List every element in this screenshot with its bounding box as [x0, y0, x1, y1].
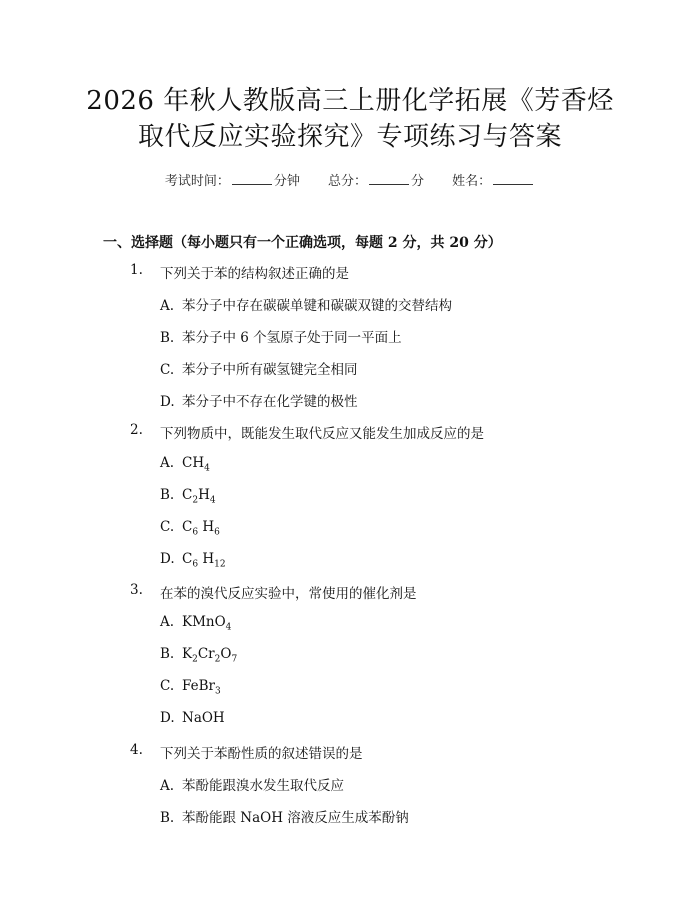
- option-text: 苯酚能跟 NaOH 溶液反应生成苯酚钠: [182, 810, 409, 826]
- option-text: 苯分子中存在碳碳单键和碳碳双键的交替结构: [182, 298, 452, 314]
- formula-part: C: [182, 519, 193, 535]
- exam-time: [165, 170, 300, 189]
- score-blank[interactable]: [369, 172, 409, 185]
- question-number: 3.: [130, 582, 143, 598]
- formula-part: K: [182, 646, 193, 662]
- option-letter: D.: [160, 551, 175, 567]
- question-text: 下列物质中，既能发生取代反应又能发生加成反应的是: [160, 426, 484, 442]
- formula-subscript: 4: [225, 622, 232, 633]
- score-unit: 分: [411, 174, 425, 189]
- question-number: 2.: [130, 422, 143, 438]
- time-blank[interactable]: [232, 172, 272, 185]
- formula-subscript: 3: [215, 686, 221, 697]
- option-text: 苯酚能跟溴水发生取代反应: [182, 778, 344, 794]
- exam-name: [452, 170, 535, 189]
- formula-subscript: 2: [214, 654, 221, 665]
- question-text: 在苯的溴代反应实验中，常使用的催化剂是: [160, 586, 417, 602]
- option-letter: B.: [160, 487, 175, 503]
- formula-part: H: [198, 519, 215, 535]
- formula-subscript: 7: [231, 654, 238, 665]
- option-2c[interactable]: [160, 519, 220, 538]
- option-text: 苯分子中所有碳氢键完全相同: [182, 362, 358, 378]
- formula-part: O: [220, 646, 232, 662]
- formula-part: C: [182, 551, 193, 567]
- question-text: 下列关于苯的结构叙述正确的是: [160, 266, 349, 282]
- option-letter: A.: [160, 614, 175, 630]
- name-label: 姓名：: [452, 174, 492, 189]
- exam-meta: [0, 170, 700, 189]
- option-letter: A.: [160, 455, 175, 471]
- option-3a[interactable]: [160, 614, 231, 633]
- option-2d[interactable]: [160, 551, 226, 570]
- option-1d[interactable]: [160, 390, 358, 410]
- formula-part: NaOH: [182, 710, 225, 726]
- formula-part: H: [198, 551, 215, 567]
- time-unit: 分钟: [273, 174, 300, 189]
- formula-subscript: 2: [192, 654, 198, 665]
- formula-part: FeBr: [182, 678, 215, 694]
- option-1a[interactable]: [160, 294, 452, 314]
- score-label: 总分：: [327, 174, 367, 189]
- option-text: 苯分子中不存在化学键的极性: [182, 394, 358, 410]
- formula-subscript: 12: [214, 559, 226, 570]
- option-letter: A.: [160, 298, 175, 314]
- name-blank[interactable]: [493, 172, 533, 185]
- title-line-2: 取代反应实验探究》专项练习与答案: [137, 122, 562, 152]
- formula-subscript: 2: [192, 495, 199, 506]
- option-letter: B.: [160, 810, 175, 826]
- option-letter: D.: [160, 394, 175, 410]
- formula-subscript: 6: [214, 527, 220, 538]
- option-letter: B.: [160, 330, 175, 346]
- formula-part: CH: [182, 455, 205, 471]
- formula-subscript: 6: [192, 527, 199, 538]
- option-1c[interactable]: [160, 358, 358, 378]
- formula-part: C: [182, 487, 193, 503]
- formula-part: H: [198, 487, 210, 503]
- option-letter: A.: [160, 778, 175, 794]
- option-letter: C.: [160, 519, 175, 535]
- option-4a[interactable]: [160, 774, 344, 794]
- question-number: 1.: [130, 262, 143, 278]
- time-label: 考试时间：: [164, 174, 230, 189]
- option-letter: C.: [160, 678, 175, 694]
- question-number: 4.: [130, 742, 143, 758]
- option-4b[interactable]: [160, 806, 409, 826]
- option-letter: B.: [160, 646, 175, 662]
- question-text: 下列关于苯酚性质的叙述错误的是: [160, 746, 363, 762]
- option-letter: D.: [160, 710, 175, 726]
- option-text: 苯分子中 6 个氢原子处于同一平面上: [182, 330, 402, 346]
- title-line-1: 2026 年秋人教版高三上册化学拓展《芳香烃: [86, 86, 614, 116]
- formula-subscript: 4: [204, 463, 210, 474]
- formula-subscript: 6: [192, 559, 199, 570]
- option-3d[interactable]: [160, 710, 225, 726]
- formula-part: Cr: [197, 646, 215, 662]
- option-3c[interactable]: [160, 678, 221, 697]
- option-letter: C.: [160, 362, 175, 378]
- option-2b[interactable]: [160, 487, 216, 506]
- formula-subscript: 4: [209, 495, 216, 506]
- option-1b[interactable]: [160, 326, 402, 346]
- option-3b[interactable]: [160, 646, 237, 665]
- exam-score: [328, 170, 424, 189]
- option-2a[interactable]: [160, 455, 210, 474]
- formula-part: KMnO: [182, 614, 226, 630]
- section-heading: 一、选择题（每小题只有一个正确选项，每题 2 分，共 20 分）: [103, 235, 502, 251]
